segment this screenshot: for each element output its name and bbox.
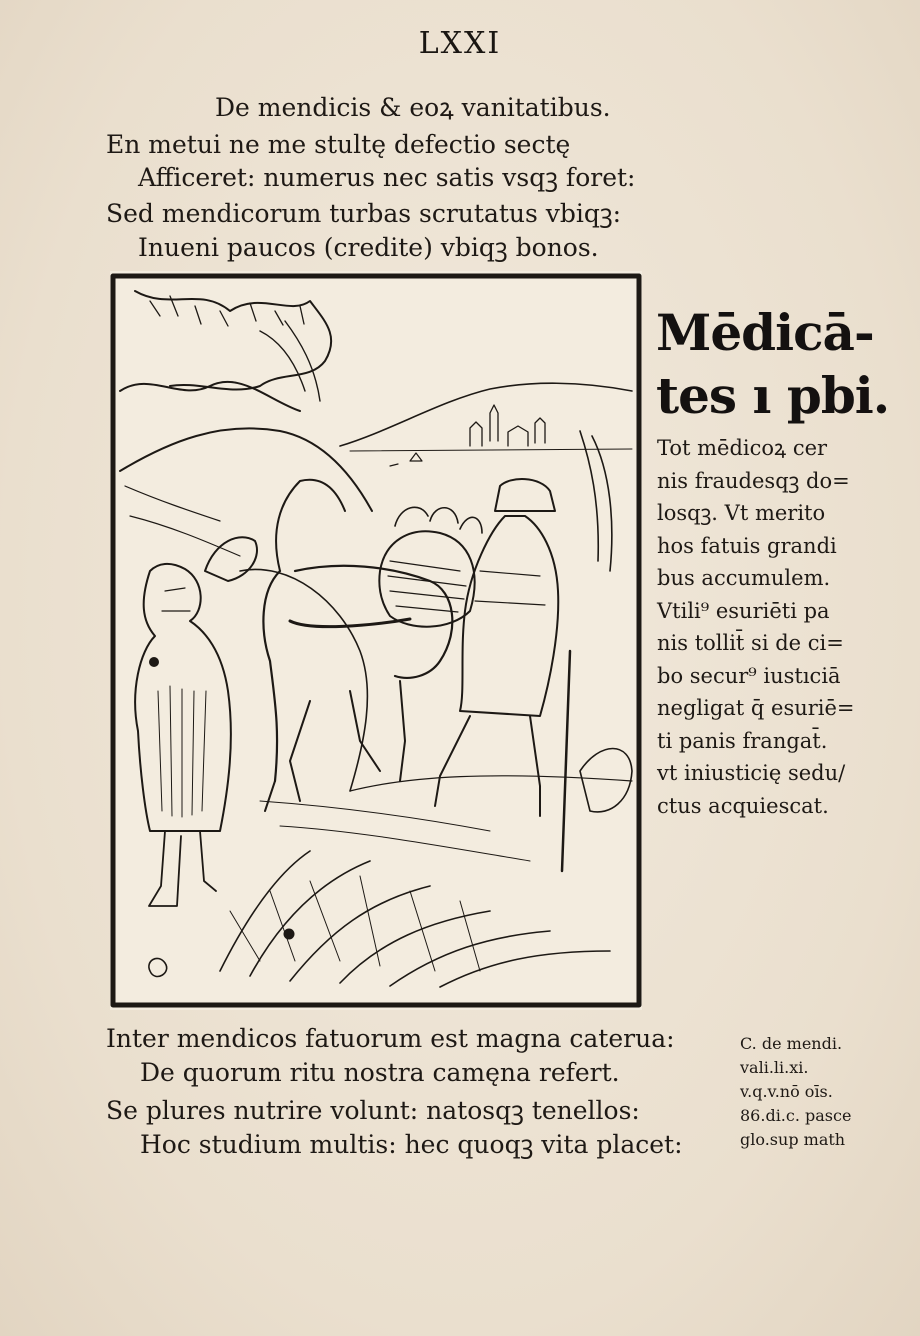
woodcut-illustration: [110, 271, 642, 1010]
top-verse-line: En metui ne me stultę defectio sectę: [106, 130, 571, 159]
top-verse-line: Sed mendicorum turbas scrutatus vbiqꝫ:: [106, 199, 622, 228]
margin-gloss-line: 86.di.c. pasce: [740, 1106, 852, 1125]
bottom-verse-line: Hoc studium multis: hec quoqꝫ vita placet:: [140, 1130, 683, 1159]
side-text-line: ti panis frangat̄.: [657, 729, 828, 753]
side-text-line: bus accumulem.: [657, 566, 831, 590]
side-text-line: nis fraudesqꝫ do=: [657, 469, 850, 493]
top-verse-line: Afficeret: numerus nec satis vsqꝫ foret:: [138, 163, 636, 192]
margin-gloss-line: C. de mendi.: [740, 1034, 843, 1053]
side-text-line: nis tollit̄ si de ci=: [657, 631, 844, 655]
top-verse-line: Inueni paucos (credite) vbiqꝫ bonos.: [138, 233, 599, 262]
bottom-verse-line: Inter mendicos fatuorum est magna caterua:: [106, 1024, 675, 1053]
side-text-line: Vtili⁹ esuriēti pa: [657, 599, 830, 623]
bottom-verse-line: Se plures nutrire volunt: natosqꝫ tenellos:: [106, 1096, 640, 1125]
side-text-line: vt iniusticię sedu/: [657, 761, 846, 785]
side-text-line: bo secur⁹ iustıciā: [657, 664, 841, 688]
side-text-line: hos fatuis grandi: [657, 534, 837, 558]
side-text-line: losqꝫ. Vt merito: [657, 501, 826, 525]
margin-gloss-line: vali.li.xi.: [740, 1058, 809, 1077]
margin-gloss-line: v.q.v.nō oīs.: [740, 1082, 833, 1101]
woodcut-beggars-scene: [110, 271, 642, 1010]
side-text-line: Tot mēdicoꝝ cer: [657, 436, 828, 460]
chapter-heading: De mendicis & eoꝝ vanitatibus.: [215, 93, 611, 122]
bottom-verse-line: De quorum ritu nostra camęna refert.: [140, 1058, 620, 1087]
folio-number: LXXI: [418, 26, 502, 61]
side-text-line: negligat q̄ esuriē=: [657, 696, 855, 720]
side-heading: Mēdicā-: [656, 303, 874, 362]
margin-gloss-line: glo.sup math: [740, 1130, 846, 1149]
side-heading: tes ı pbi.: [656, 366, 890, 425]
side-text-line: ctus acquiescat.: [657, 794, 829, 818]
